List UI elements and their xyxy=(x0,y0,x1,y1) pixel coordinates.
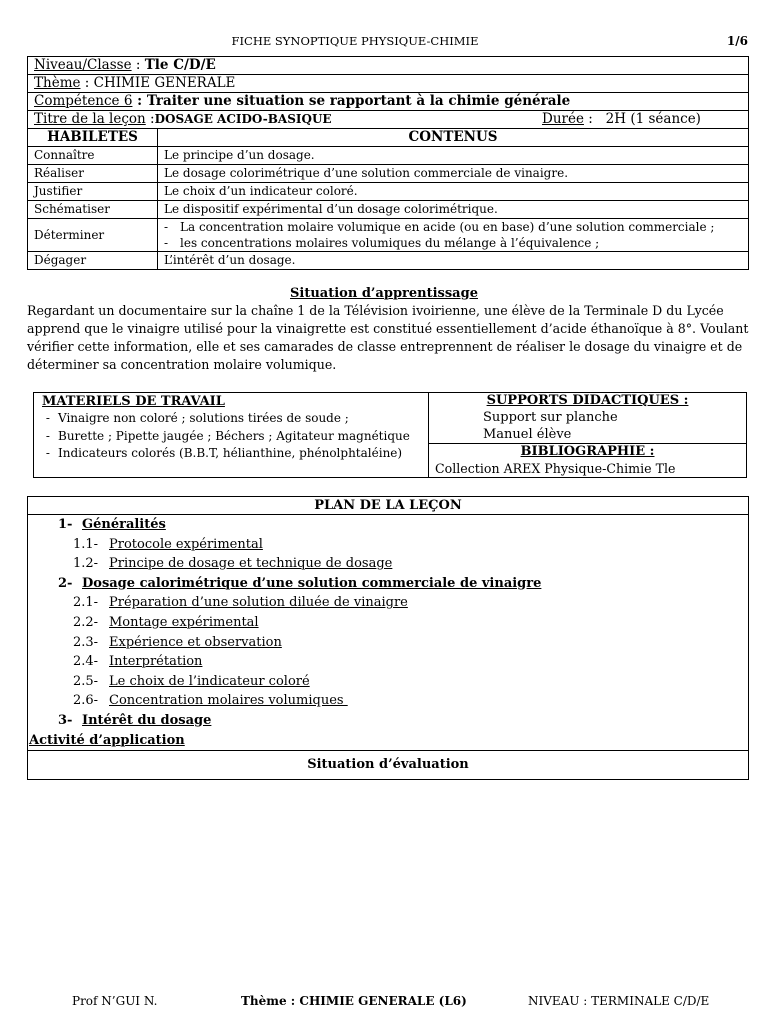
competence-label: Compétence 6 xyxy=(34,93,133,109)
plan-section: 1- Généralités xyxy=(58,517,166,532)
competence-value: Traiter une situation se rapportant à la chimie générale xyxy=(146,93,571,109)
skill-content: L’intérêt d’un dosage. xyxy=(158,252,749,270)
footer-theme: Thème : CHIMIE GENERALE (L6) xyxy=(241,994,467,1008)
plan-section: 2- Dosage calorimétrique d’une solution commerciale de vinaigre xyxy=(58,575,542,591)
skill-row xyxy=(28,183,749,201)
niveau-value: Tle C/D/E xyxy=(144,57,216,73)
theme-row: Thème : CHIMIE GENERALE xyxy=(28,75,749,93)
skill-content xyxy=(158,219,749,252)
supports-title: SUPPORTS DIDACTIQUES : xyxy=(486,393,689,408)
situation-title: Situation d’apprentissage xyxy=(290,286,478,301)
footer-author: Prof N’GUI N. xyxy=(72,994,158,1008)
list-item: - les concentrations molaires volumiques du mélange à l’équivalence ; xyxy=(164,236,600,250)
plan-subsection: 2.2- Montage expérimental xyxy=(73,614,259,630)
materiel-cell xyxy=(34,393,429,478)
plan-subsection: 2.3- Expérience et observation xyxy=(73,634,282,650)
skill-row xyxy=(28,201,749,219)
titre-label: Titre de la leçon xyxy=(34,111,146,127)
niveau-row: Niveau/Classe : Tle C/D/E xyxy=(28,57,749,75)
skill-name: Dégager xyxy=(28,252,158,270)
skill-content: Le dosage colorimétrique d’une solution commerciale de vinaigre. xyxy=(158,165,749,183)
habiletes-header: HABILETES xyxy=(28,129,158,147)
niveau-label: Niveau/Classe xyxy=(34,57,132,73)
plan-table xyxy=(27,496,749,780)
list-item: - Indicateurs colorés (B.B.T, hélianthine, phénolphtaléine) xyxy=(42,446,403,460)
supports-cell xyxy=(429,393,747,444)
skill-name: Schématiser xyxy=(28,201,158,219)
plan-body xyxy=(28,515,749,751)
skill-row xyxy=(28,219,749,252)
plan-title: PLAN DE LA LEÇON xyxy=(28,497,749,515)
lesson-info-table xyxy=(27,56,749,270)
footer-niveau: NIVEAU : TERMINALE C/D/E xyxy=(528,994,710,1008)
list-item: - Burette ; Pipette jaugée ; Béchers ; Agitateur magnétique xyxy=(42,428,410,443)
skill-name: Justifier xyxy=(28,183,158,201)
bibliographie-text: Collection AREX Physique-Chimie Tle xyxy=(435,461,676,476)
duree-value: 2H (1 séance) xyxy=(605,111,701,127)
theme-value: CHIMIE GENERALE xyxy=(93,75,236,91)
skill-row xyxy=(28,252,749,270)
plan-subsection: 2.1- Préparation d’une solution diluée de vinaigre xyxy=(73,595,408,611)
theme-label: Thème xyxy=(34,75,81,91)
activity-label: Activité d’application xyxy=(29,732,185,748)
skill-row xyxy=(28,165,749,183)
bibliographie-cell xyxy=(429,444,747,478)
titre-row: Titre de la leçon :DOSAGE ACIDO-BASIQUE Durée : 2H (1 séance) xyxy=(28,111,749,129)
list-item: - La concentration molaire volumique en acide (ou en base) d’une solution commerciale ; xyxy=(164,220,715,234)
bibliographie-title: BIBLIOGRAPHIE : xyxy=(520,444,655,459)
skill-content: Le choix d’un indicateur coloré. xyxy=(158,183,749,201)
skill-row xyxy=(28,147,749,165)
duree-label: Durée xyxy=(542,111,584,127)
situation-text: Regardant un documentaire sur la chaîne 1 de la Télévision ivoirienne, une élève de la Terminale D du Lycée apprend que le vinaigre utilisé pour la vinaigrette est constitué essentiellement d’acide éthanoïque à 8°. Voulant vérifier cette information, elle et ses camarades de classe entreprennent de réaliser le dosage du vinaigre et de déterminer sa concentration molaire volumique. xyxy=(27,303,749,372)
skill-name: Connaître xyxy=(28,147,158,165)
list-item: Manuel élève xyxy=(483,427,572,442)
contenus-header: CONTENUS xyxy=(158,129,749,147)
plan-subsection: 1.2- Principe de dosage et technique de dosage xyxy=(73,556,393,572)
page-number: 1/6 xyxy=(726,34,748,48)
titre-value: DOSAGE ACIDO-BASIQUE xyxy=(154,112,332,126)
competence-row: Compétence 6 : Traiter une situation se rapportant à la chimie générale xyxy=(28,93,749,111)
plan-subsection: 1.1- Protocole expérimental xyxy=(73,536,263,552)
skill-name: Déterminer xyxy=(28,219,158,252)
plan-subsection: 2.5- Le choix de l’indicateur coloré xyxy=(73,673,310,689)
skill-content: Le dispositif expérimental d’un dosage colorimétrique. xyxy=(158,201,749,219)
plan-section: 3- Intérêt du dosage xyxy=(58,712,212,728)
skill-name: Réaliser xyxy=(28,165,158,183)
materiel-title: MATERIELS DE TRAVAIL xyxy=(42,394,225,409)
duree-block: Durée : 2H (1 séance) xyxy=(542,111,701,127)
evaluation-label: Situation d’évaluation xyxy=(28,751,749,780)
resources-table xyxy=(33,392,747,478)
document-header-title: FICHE SYNOPTIQUE PHYSIQUE-CHIMIE xyxy=(231,34,479,48)
skill-content: Le principe d’un dosage. xyxy=(158,147,749,165)
plan-subsection: 2.6- Concentration molaires volumiques xyxy=(73,693,348,709)
list-item: Support sur planche xyxy=(483,410,618,425)
list-item: - Vinaigre non coloré ; solutions tirées de soude ; xyxy=(42,411,349,425)
plan-subsection: 2.4- Interprétation xyxy=(73,654,203,670)
